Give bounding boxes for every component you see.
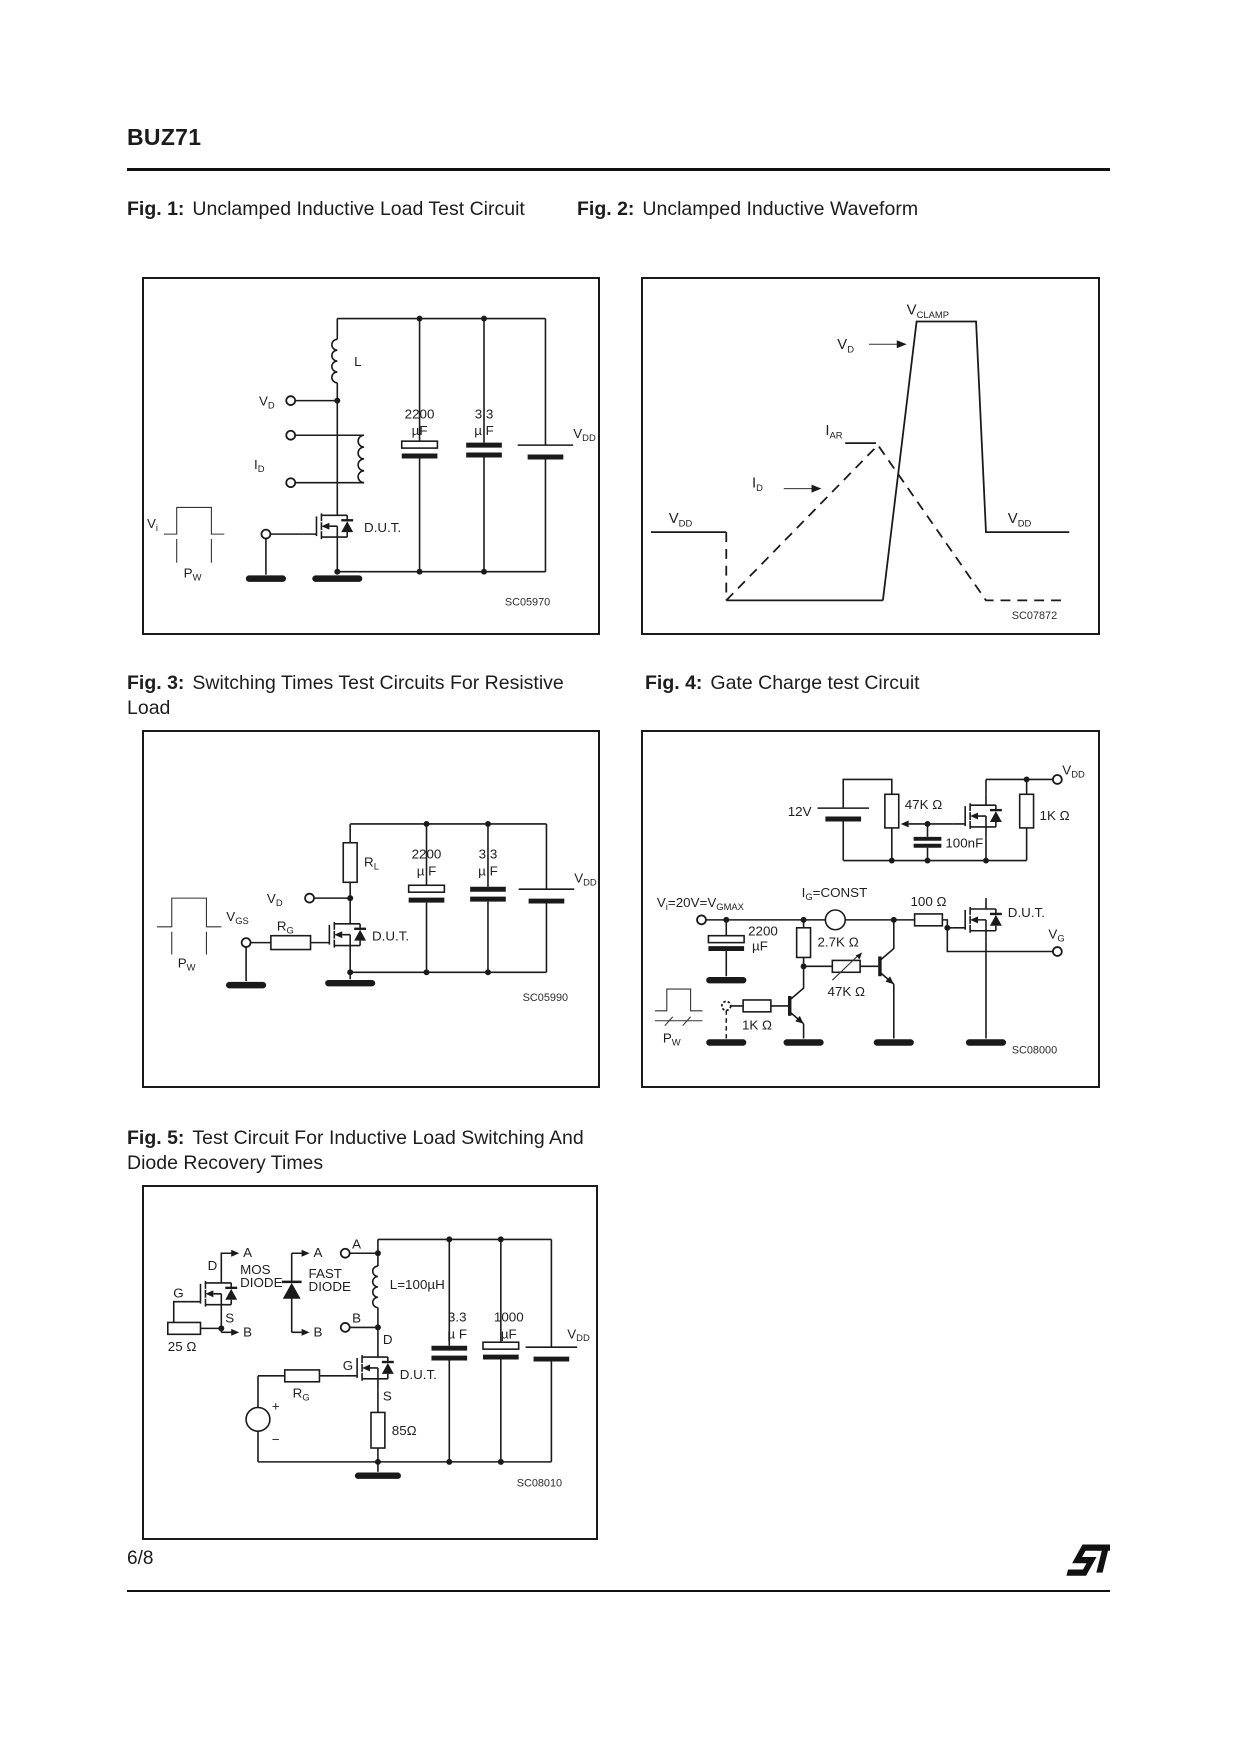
fig5-title xyxy=(127,1126,612,1176)
fast-diode-subcircuit xyxy=(282,1250,310,1336)
source-minus-label: − xyxy=(271,1432,280,1448)
mosfet-dut xyxy=(304,504,354,548)
fig3-title-text: Switching Times Test Circuits For Resistive Load xyxy=(127,672,564,719)
capacitor-3.3uF xyxy=(431,1348,467,1358)
vdd-label: $V_{DD}$ xyxy=(567,1326,590,1344)
fig3-title xyxy=(127,671,589,721)
resistor-100-label: 100 Ω xyxy=(910,894,947,910)
source-plus-label: + xyxy=(271,1398,280,1414)
resistor-rg xyxy=(285,1370,320,1382)
ig-const-label: $I_G=CONST$ xyxy=(801,885,868,903)
inductor-label: L=100µH xyxy=(389,1276,445,1292)
cap-100nf-label: 100nF xyxy=(945,835,984,851)
cap1-value: 2200 xyxy=(748,923,778,939)
fig1-box xyxy=(142,277,600,635)
mosfet-upper xyxy=(952,794,1002,838)
mos-g-label: G xyxy=(173,1285,184,1301)
battery-vdd xyxy=(518,445,574,457)
fast-diode-label-2: DIODE xyxy=(308,1278,351,1294)
mosfet-dut xyxy=(316,913,366,957)
fig5-title-text: Test Circuit For Inductive Load Switching And Diode Recovery Times xyxy=(127,1127,584,1174)
iar-label: $I_{AR}$ xyxy=(825,423,843,441)
resistor-1k-bottom-label: 1K Ω xyxy=(741,1017,773,1033)
fig5-box xyxy=(142,1185,598,1540)
resistor-85-label: 85Ω xyxy=(391,1423,417,1439)
fig2-label: Fig. 2: xyxy=(577,198,635,220)
main-a-label: A xyxy=(352,1236,362,1252)
capacitor-2200uF xyxy=(708,936,744,949)
cap1-value: 3.3 xyxy=(447,1309,467,1325)
current-sense-coil xyxy=(358,435,364,482)
resistor-25ohm xyxy=(168,1322,201,1334)
vclamp-label: $V_{CLAMP}$ xyxy=(906,302,949,321)
resistor-100ohm xyxy=(915,914,943,926)
resistor-85ohm xyxy=(371,1412,385,1448)
capacitor-1000uF xyxy=(483,1342,519,1357)
dut-label: D.U.T. xyxy=(399,1366,437,1382)
fig3-circuit-svg xyxy=(144,732,598,1086)
header-rule xyxy=(127,168,1110,171)
id-label: $I_D$ xyxy=(254,456,265,474)
pot-47k-label: 47K Ω xyxy=(904,797,943,813)
mos-a-label: A xyxy=(243,1245,253,1261)
fig2-title xyxy=(577,197,1097,222)
resistor-2.7k-label: 2.7K Ω xyxy=(817,934,859,950)
wires xyxy=(246,824,546,981)
main-b-label: B xyxy=(352,1310,362,1326)
cap2-value: 1000 xyxy=(493,1309,524,1325)
capacitor-2200uF xyxy=(402,441,438,456)
fig2-box xyxy=(641,277,1100,635)
vdd-label: $V_{DD}$ xyxy=(573,426,596,444)
fig5-code: SC08010 xyxy=(516,1477,563,1490)
voltage-source xyxy=(246,1407,270,1431)
fig4-label: Fig. 4: xyxy=(645,672,703,694)
battery-vdd xyxy=(519,889,575,901)
capacitor-3.3uF xyxy=(470,889,506,899)
vi-label: $V_i$ xyxy=(146,516,159,534)
dut-label: D.U.T. xyxy=(364,520,402,536)
mosfet-dut xyxy=(952,898,1002,942)
pw-label: $P_W$ xyxy=(177,955,196,973)
variable-resistor-47k xyxy=(832,953,862,981)
vi-equation-label: $V_i=20V=V_{GMAX}$ xyxy=(656,895,744,912)
resistor-rg xyxy=(271,936,311,950)
mosfet-mos-diode xyxy=(188,1272,238,1316)
fig4-code: SC08000 xyxy=(1011,1044,1058,1057)
fig1-circuit-svg xyxy=(144,279,598,633)
dut-d-label: D xyxy=(382,1332,393,1348)
resistor-1k-top-label: 1K Ω xyxy=(1039,808,1070,824)
fig4-title xyxy=(645,671,1105,696)
mos-diode-label-1: MOS xyxy=(240,1262,271,1278)
vd-label: $V_D$ xyxy=(266,891,283,909)
rl-label: $R_L$ xyxy=(364,854,379,872)
fig2-title-text: Unclamped Inductive Waveform xyxy=(642,198,919,220)
battery-12v-label: 12V xyxy=(787,804,812,820)
cap2-value: 3.3 xyxy=(474,406,494,422)
fig3-box xyxy=(142,730,600,1088)
fig1-code: SC05970 xyxy=(504,596,551,609)
pulse-generator-symbol xyxy=(655,989,703,1026)
cap2-unit: µ F xyxy=(474,423,494,439)
current-source-ig xyxy=(825,910,845,930)
vd-arrow xyxy=(869,340,907,348)
cap1-unit: µF xyxy=(752,938,768,954)
capacitor-100nF xyxy=(914,839,942,846)
id-label: $I_D$ xyxy=(752,475,763,494)
fig4-title-text: Gate Charge test Circuit xyxy=(710,672,920,694)
resistor-1k-bottom xyxy=(743,1000,771,1012)
mos-d-label: D xyxy=(207,1258,218,1274)
rg-label: $R_G$ xyxy=(292,1385,310,1403)
page-number: 6/8 xyxy=(127,1548,154,1569)
vg-label: $V_G$ xyxy=(1048,926,1065,944)
ground-symbols xyxy=(229,983,372,985)
st-logo-icon xyxy=(1060,1541,1110,1585)
resistor-rl xyxy=(343,843,357,883)
inductor-symbol xyxy=(332,339,337,383)
pulse-generator-symbol xyxy=(164,507,224,562)
fast-b-label: B xyxy=(313,1324,323,1340)
id-arrow xyxy=(784,485,822,493)
resistor-1k-top xyxy=(1020,794,1034,828)
fig2-code: SC07872 xyxy=(1011,610,1058,623)
fig3-code: SC05990 xyxy=(522,991,569,1004)
battery-vdd xyxy=(526,1347,578,1359)
dut-label: D.U.T. xyxy=(371,928,410,944)
cap1-value: 2200 xyxy=(404,406,435,422)
fig4-circuit-svg xyxy=(643,732,1098,1086)
cap1-value: 2200 xyxy=(411,846,442,862)
pulse-generator-symbol xyxy=(157,898,221,954)
vd-label: $V_D$ xyxy=(837,337,855,355)
capacitor-3.3uF xyxy=(466,445,502,455)
fig5-circuit-svg xyxy=(144,1187,596,1538)
vd-label: $V_D$ xyxy=(258,393,275,411)
capacitor-2200uF xyxy=(409,885,445,900)
npn-transistor-right xyxy=(880,920,894,984)
cap1-unit: µ F xyxy=(416,863,437,879)
mos-s-label: S xyxy=(225,1310,235,1326)
battery-12v xyxy=(817,808,869,819)
fig1-label: Fig. 1: xyxy=(127,198,185,220)
vdd-label: $V_{DD}$ xyxy=(1062,762,1085,780)
vdd-label: $V_{DD}$ xyxy=(574,870,597,888)
dut-s-label: S xyxy=(382,1388,392,1404)
page-title: BUZ71 xyxy=(127,124,202,150)
var-resistor-47k-label: 47K Ω xyxy=(827,984,865,1000)
fast-a-label: A xyxy=(313,1245,323,1261)
vdd-left-label: $V_{DD}$ xyxy=(668,511,693,529)
resistor-25-label: 25 Ω xyxy=(167,1339,197,1355)
vd-waveform-trace xyxy=(651,322,1069,601)
mos-b-label: B xyxy=(243,1324,253,1340)
mos-diode-label-2: DIODE xyxy=(240,1274,283,1290)
fig4-box xyxy=(641,730,1100,1088)
fig1-title-text: Unclamped Inductive Load Test Circuit xyxy=(192,198,525,220)
fig3-label: Fig. 3: xyxy=(127,672,185,694)
cap1-unit: µ F xyxy=(447,1326,468,1342)
dut-label: D.U.T. xyxy=(1007,904,1045,920)
cap2-unit: µ F xyxy=(478,863,498,879)
pw-label: $P_W$ xyxy=(662,1030,681,1048)
inductor-symbol xyxy=(373,1266,378,1308)
dut-g-label: G xyxy=(342,1357,354,1373)
npn-transistor-left xyxy=(790,966,804,1023)
footer-rule xyxy=(127,1590,1110,1592)
pw-label: $P_W$ xyxy=(183,565,202,583)
vdd-right-label: $V_{DD}$ xyxy=(1007,511,1032,529)
fig5-label: Fig. 5: xyxy=(127,1127,185,1149)
resistor-2.7k xyxy=(797,928,811,958)
inductor-label: L xyxy=(354,354,362,370)
vgs-label: $V_{GS}$ xyxy=(226,908,249,926)
fig1-title xyxy=(127,197,577,222)
rg-label: $R_G$ xyxy=(276,918,294,936)
fast-diode-label-1: FAST xyxy=(308,1265,342,1281)
cap2-value: 3.3 xyxy=(478,846,498,862)
fig2-waveform-svg xyxy=(643,279,1098,633)
cap2-unit: µF xyxy=(500,1326,517,1342)
cap1-unit: µF xyxy=(411,423,428,439)
